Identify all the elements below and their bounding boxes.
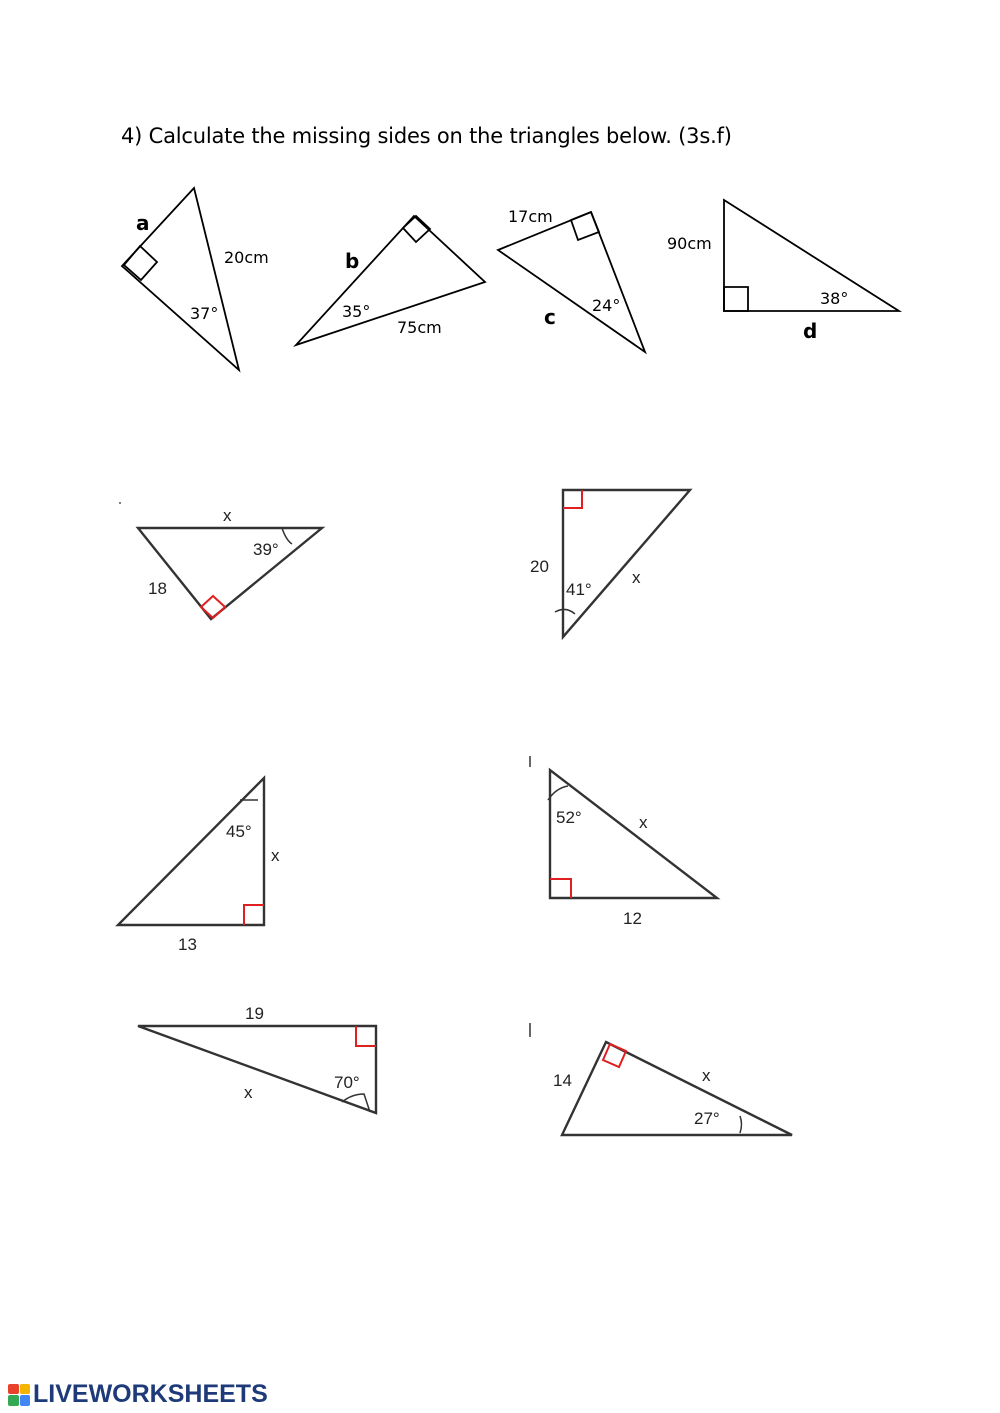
triangle-q6-outline [562, 1042, 792, 1135]
label-75cm: 75cm [397, 318, 442, 337]
right-angle-marker [356, 1026, 376, 1046]
triangle-q2-outline [563, 490, 690, 637]
angle-arc [282, 528, 292, 544]
label-37deg: 37° [190, 304, 219, 323]
right-angle-marker [563, 490, 582, 508]
label-70deg: 70° [334, 1073, 360, 1092]
triangle-b-outline [296, 216, 485, 345]
label-45deg: 45° [226, 822, 252, 841]
label-x: x [244, 1083, 253, 1102]
label-13: 13 [178, 935, 197, 954]
right-angle-marker [124, 246, 157, 280]
label-38deg: 38° [820, 289, 849, 308]
brand-footer [8, 1380, 268, 1409]
triangle-q1 [138, 506, 322, 619]
label-90cm: 90cm [667, 234, 712, 253]
stray-dot [119, 502, 121, 504]
right-angle-marker [550, 879, 571, 898]
right-angle-marker [724, 287, 748, 311]
logo-tile [8, 1384, 19, 1395]
triangle-d [667, 200, 899, 343]
triangle-q5-outline [138, 1026, 376, 1113]
label-d: d [803, 319, 818, 343]
label-20cm: 20cm [224, 248, 269, 267]
label-27deg: 27° [694, 1109, 720, 1128]
angle-arc [555, 609, 575, 614]
label-20: 20 [530, 557, 549, 576]
label-x: x [271, 846, 280, 865]
triangle-q1-outline [138, 528, 322, 619]
label-41deg: 41° [566, 580, 592, 599]
label-12: 12 [623, 909, 642, 928]
triangle-q5 [138, 1004, 376, 1113]
right-angle-marker [571, 212, 599, 240]
right-angle-marker [201, 596, 225, 618]
logo-tile [8, 1395, 19, 1406]
triangle-b [296, 216, 485, 345]
brand-logo-icon [8, 1384, 30, 1406]
label-52deg: 52° [556, 808, 582, 827]
angle-arc [740, 1116, 742, 1133]
label-x: x [223, 506, 232, 525]
label-b: b [345, 249, 360, 273]
label-a: a [136, 211, 150, 235]
label-x: x [639, 813, 648, 832]
triangle-q2 [530, 490, 690, 637]
brand-name: LIVEWORKSHEETS [33, 1380, 268, 1408]
triangle-q4-outline [550, 770, 717, 898]
logo-tile [20, 1384, 31, 1395]
label-24deg: 24° [592, 296, 621, 315]
question-title: 4) Calculate the missing sides on the triangles below. (3s.f) [121, 124, 732, 148]
label-19: 19 [245, 1004, 264, 1023]
triangle-a [122, 188, 269, 370]
right-angle-marker [403, 216, 430, 242]
right-angle-marker [244, 905, 264, 925]
logo-tile [20, 1395, 31, 1406]
label-17cm: 17cm [508, 207, 553, 226]
triangle-c-outline [498, 212, 645, 352]
label-39deg: 39° [253, 540, 279, 559]
label-35deg: 35° [342, 302, 371, 321]
label-c: c [544, 305, 556, 329]
triangle-q4 [530, 756, 717, 928]
label-x: x [702, 1066, 711, 1085]
triangle-c [498, 207, 645, 352]
label-18: 18 [148, 579, 167, 598]
triangle-q6 [530, 1023, 792, 1135]
label-x: x [632, 568, 641, 587]
triangle-q3 [118, 778, 280, 954]
label-14: 14 [553, 1071, 572, 1090]
triangle-d-outline [724, 200, 899, 311]
